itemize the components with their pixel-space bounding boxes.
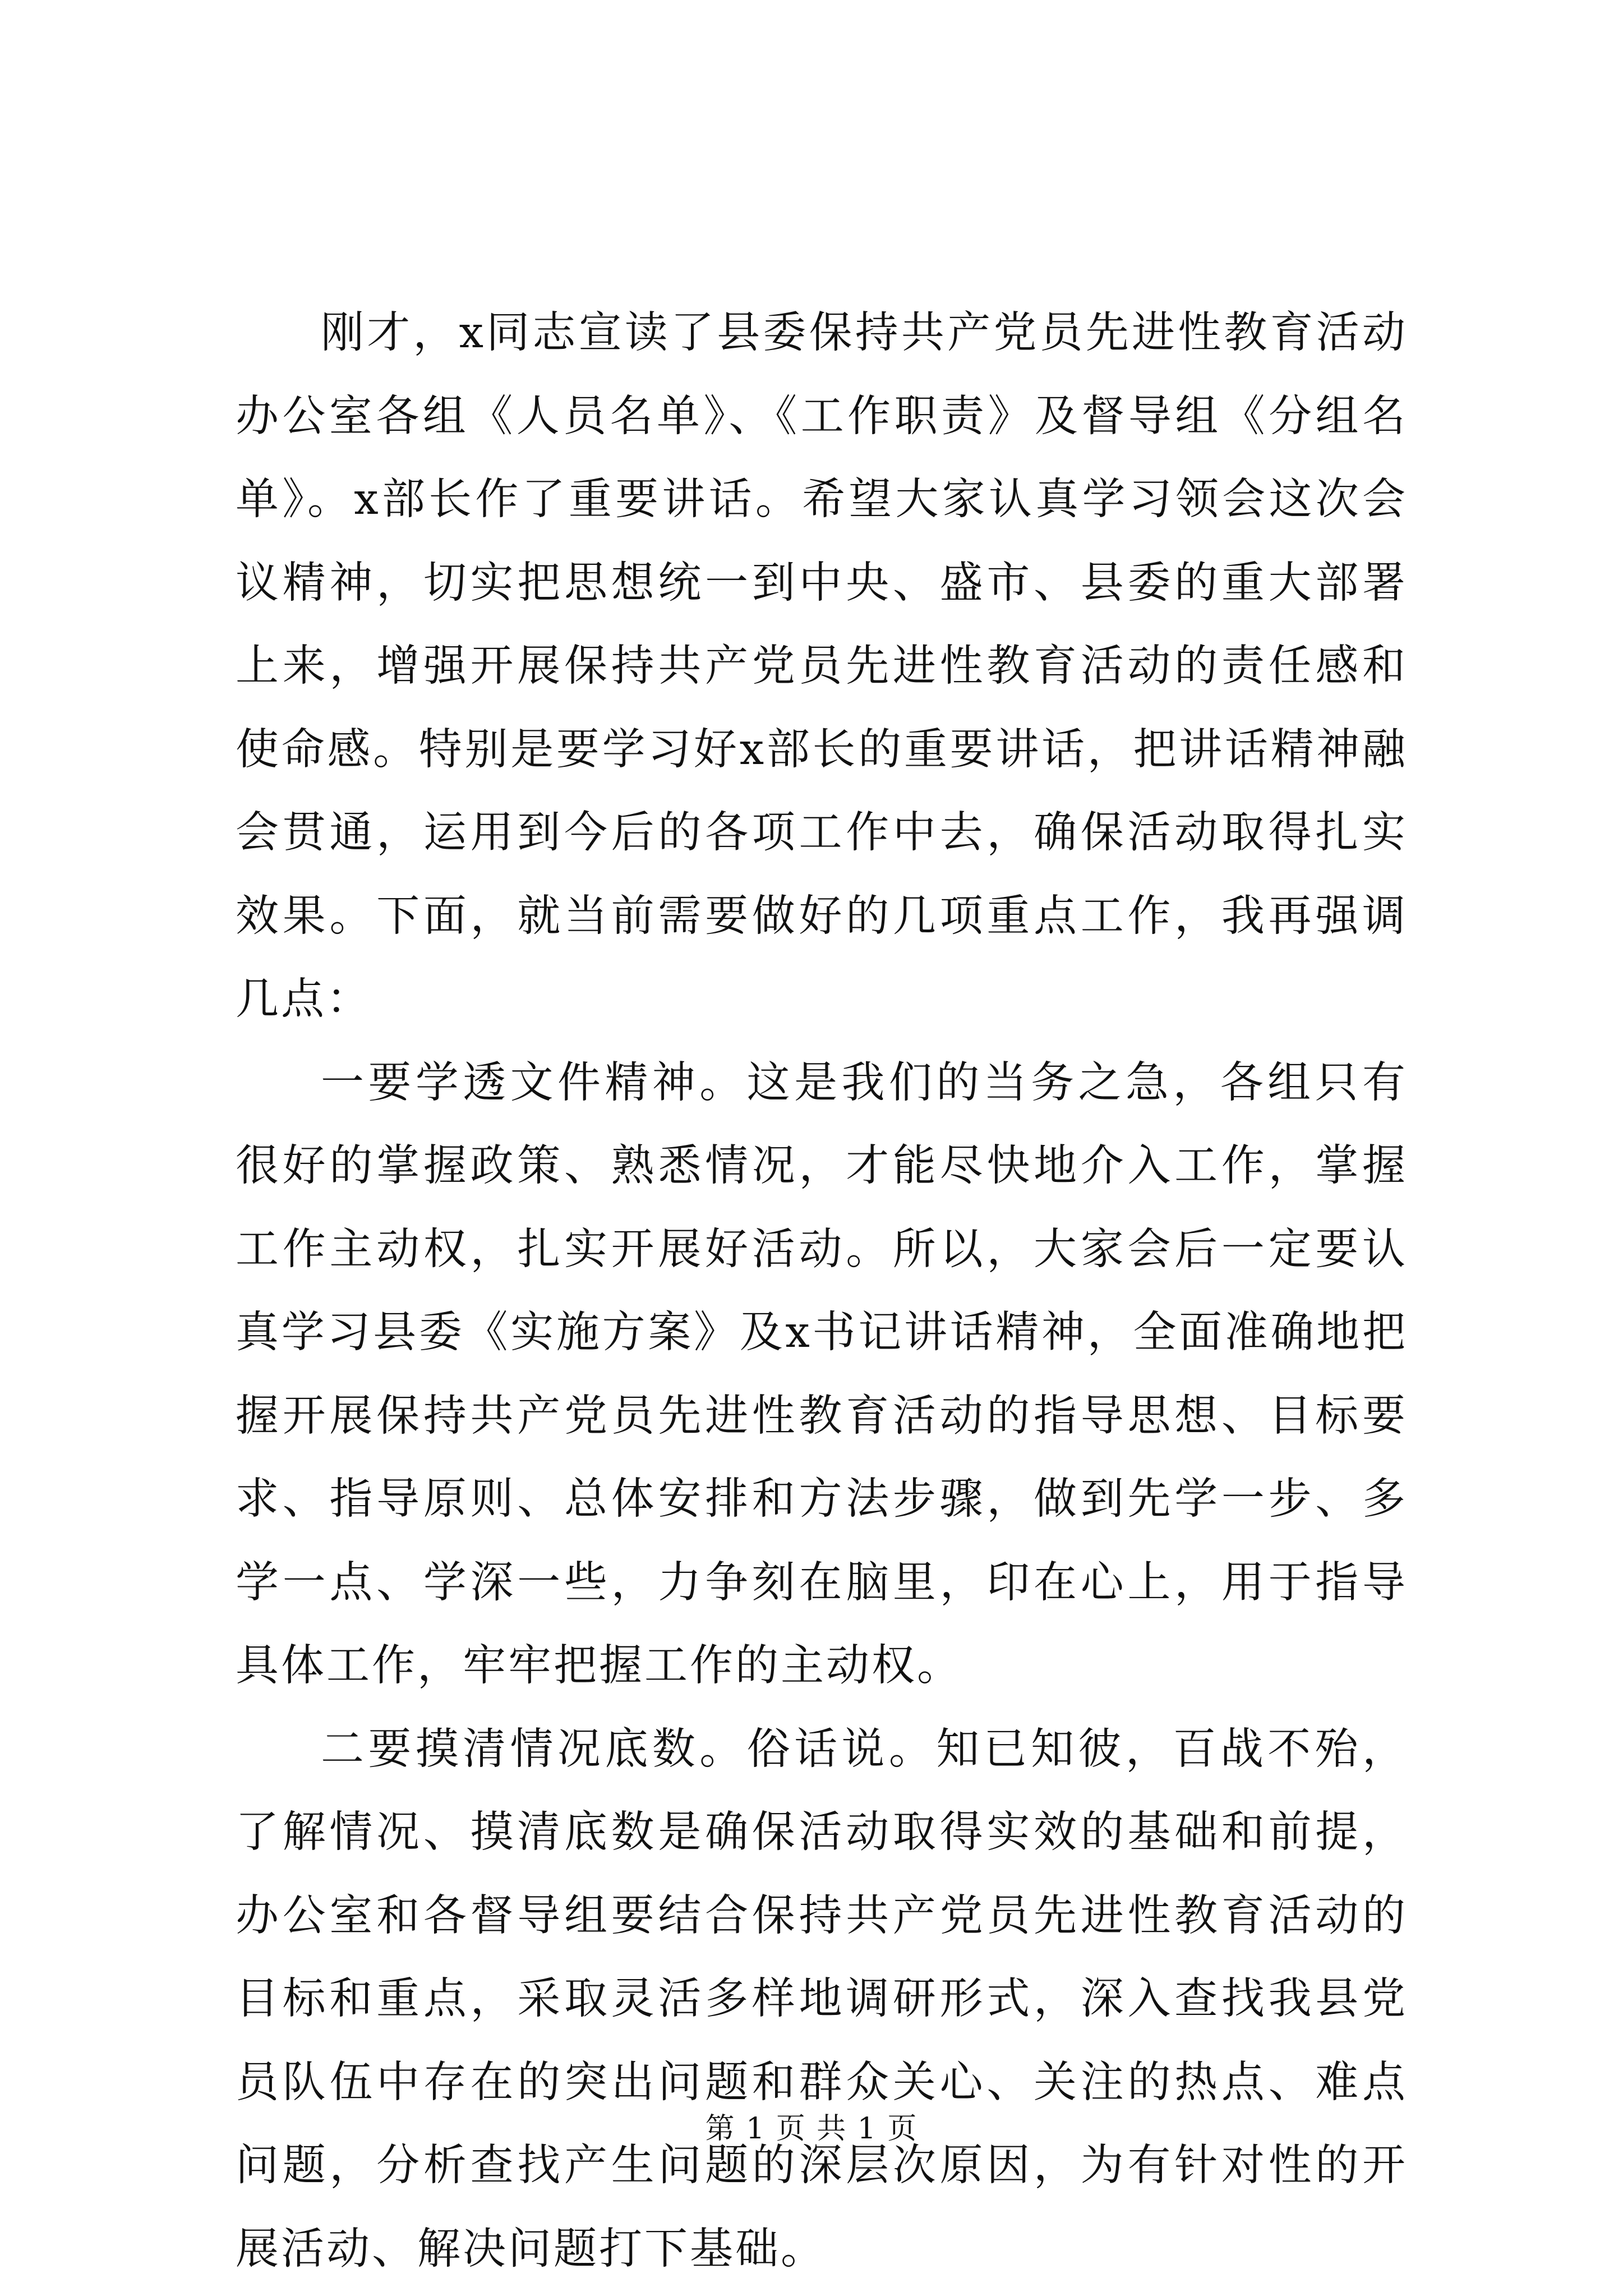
- paragraph-point-one: 一要学透文件精神。这是我们的当务之急，各组只有很好的掌握政策、熟悉情况，才能尽快地介入工作，掌握工作主动权，扎实开展好活动。所以，大家会后一定要认真学习县委《实施方案》及x书记讲话精神，全面准确地把握开展保持共产党员先进性教育活动的指导思想、目标要求、指导原则、总体安排和方法步骤，做到先学一步、多学一点、学深一些，力争刻在脑里，印在心上，用于指导具体工作，牢牢把握工作的主动权。: [236, 1057, 1408, 1691]
- document-body: [236, 292, 1408, 2291]
- page-footer: 第 1 页 共 1 页: [705, 2112, 918, 2146]
- paragraph-point-two: 二要摸清情况底数。俗话说。知已知彼，百战不殆，了解情况、摸清底数是确保活动取得实效的基础和前提，办公室和各督导组要结合保持共产党员先进性教育活动的目标和重点，采取灵活多样地调研形式，深入查找我县党员队伍中存在的突出问题和群众关心、关注的热点、难点问题，分析查找产生问题的深层次原因，为有针对性的开展活动、解决问题打下基础。: [236, 1724, 1408, 2274]
- paragraph-intro: 刚才，x同志宣读了县委保持共产党员先进性教育活动办公室各组《人员名单》、《工作职责》及督导组《分组名单》。x部长作了重要讲话。希望大家认真学习领会这次会议精神，切实把思想统一到中央、盛市、县委的重大部署上来，增强开展保持共产党员先进性教育活动的责任感和使命感。特别是要学习好x部长的重要讲话，把讲话精神融会贯通，运用到今后的各项工作中去，确保活动取得扎实效果。下面，就当前需要做好的几项重点工作，我再强调几点：: [236, 308, 1408, 1024]
